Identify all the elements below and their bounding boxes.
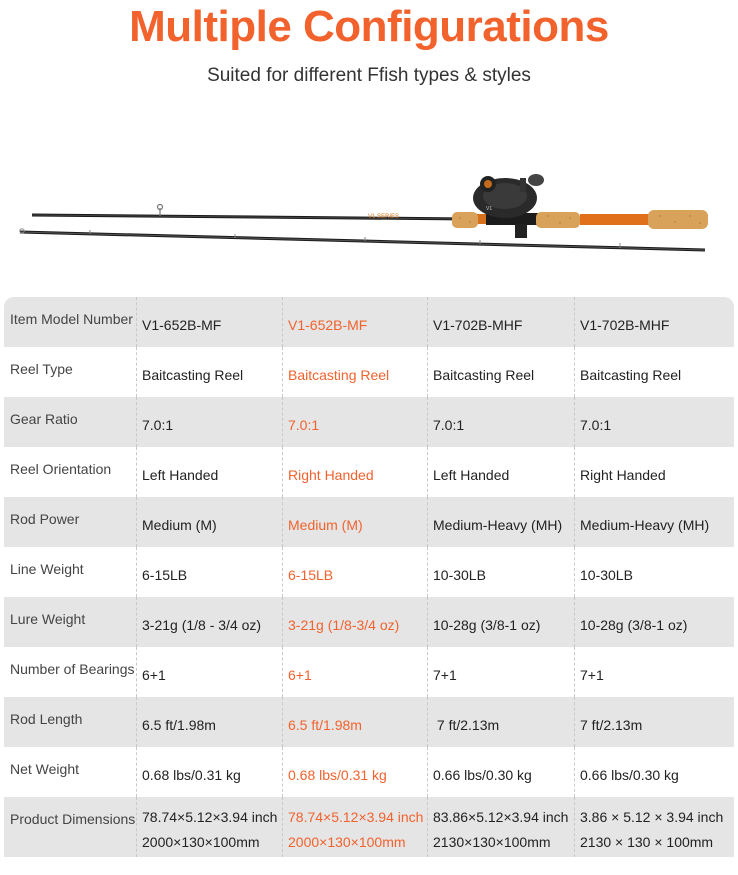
row-label: Reel Orientation: [10, 461, 112, 477]
table-cell: Medium-Heavy (MH): [427, 497, 574, 547]
dimension-mm: 2000×130×100mm: [142, 834, 260, 850]
page-subtitle: Suited for different Ffish types & styles: [207, 65, 531, 86]
table-row: [4, 547, 734, 597]
table-row: [4, 597, 734, 647]
table-row: [4, 297, 734, 347]
row-label: Rod Power: [10, 511, 80, 527]
svg-text:V1: V1: [486, 206, 493, 212]
dimension-mm: 2000×130×100mm: [288, 834, 406, 850]
table-cell: [282, 797, 427, 857]
table-row: [4, 497, 734, 547]
table-cell: Medium (M): [282, 497, 427, 547]
table-cell: 0.66 lbs/0.30 kg: [574, 747, 734, 797]
table-row: [4, 797, 734, 857]
table-cell: 7.0:1: [574, 397, 734, 447]
table-cell: 0.68 lbs/0.31 kg: [282, 747, 427, 797]
table-cell: 7 ft/2.13m: [427, 697, 574, 747]
table-cell: 7.0:1: [282, 397, 427, 447]
row-label: Product Dimensions: [10, 811, 136, 827]
table-cell: Left Handed: [136, 447, 282, 497]
table-cell: 7+1: [427, 647, 574, 697]
row-label: Net Weight: [10, 761, 79, 777]
table-cell: V1-702B-MHF: [574, 297, 734, 347]
dimension-inch: 78.74×5.12×3.94 inch: [288, 809, 424, 825]
table-cell: Baitcasting Reel: [427, 347, 574, 397]
row-label: Rod Length: [10, 711, 83, 727]
dimension-mm: 2130 × 130 × 100mm: [580, 834, 714, 850]
table-cell: 6-15LB: [282, 547, 427, 597]
table-cell: 3-21g (1/8-3/4 oz): [282, 597, 427, 647]
row-label: Item Model Number: [10, 311, 133, 327]
table-cell: 6-15LB: [136, 547, 282, 597]
table-cell: 3-21g (1/8 - 3/4 oz): [136, 597, 282, 647]
table-cell: V1-652B-MF: [136, 297, 282, 347]
table-row: [4, 397, 734, 447]
table-cell: Medium-Heavy (MH): [574, 497, 734, 547]
table-cell: Right Handed: [574, 447, 734, 497]
table-cell: 10-28g (3/8-1 oz): [574, 597, 734, 647]
row-label: Number of Bearings: [10, 661, 135, 677]
table-cell: 6+1: [282, 647, 427, 697]
table-cell: 6+1: [136, 647, 282, 697]
table-cell: 10-30LB: [574, 547, 734, 597]
spec-table: [4, 297, 734, 857]
table-cell: Left Handed: [427, 447, 574, 497]
svg-text:V1 SERIES: V1 SERIES: [368, 214, 400, 220]
row-label: Line Weight: [10, 561, 84, 577]
table-cell: [574, 797, 734, 857]
table-cell: V1-652B-MF: [282, 297, 427, 347]
table-cell: 0.66 lbs/0.30 kg: [427, 747, 574, 797]
table-cell: 7+1: [574, 647, 734, 697]
dimension-inch: 3.86 × 5.12 × 3.94 inch: [580, 809, 724, 825]
table-cell: 6.5 ft/1.98m: [136, 697, 282, 747]
dimension-inch: 83.86×5.12×3.94 inch: [433, 809, 569, 825]
table-cell: [427, 797, 574, 857]
row-label: Gear Ratio: [10, 411, 78, 427]
table-cell: 7.0:1: [136, 397, 282, 447]
table-cell: 6.5 ft/1.98m: [282, 697, 427, 747]
table-cell: Medium (M): [136, 497, 282, 547]
table-cell: Right Handed: [282, 447, 427, 497]
table-row: [4, 647, 734, 697]
table-cell: [136, 797, 282, 857]
product-image: [0, 150, 738, 280]
table-cell: V1-702B-MHF: [427, 297, 574, 347]
table-cell: Baitcasting Reel: [574, 347, 734, 397]
row-label: Reel Type: [10, 361, 73, 377]
row-label: Lure Weight: [10, 611, 86, 627]
table-cell: 10-30LB: [427, 547, 574, 597]
table-cell: 0.68 lbs/0.31 kg: [136, 747, 282, 797]
table-row: [4, 447, 734, 497]
table-row: [4, 747, 734, 797]
table-cell: 7.0:1: [427, 397, 574, 447]
table-row: [4, 347, 734, 397]
dimension-inch: 78.74×5.12×3.94 inch: [142, 809, 278, 825]
table-cell: Baitcasting Reel: [136, 347, 282, 397]
table-cell: 7 ft/2.13m: [574, 697, 734, 747]
table-cell: Baitcasting Reel: [282, 347, 427, 397]
table-row: [4, 697, 734, 747]
page-title: Multiple Configurations: [129, 2, 609, 51]
fishing-rod-and-baitcasting-reel-image: [0, 150, 738, 280]
dimension-mm: 2130×130×100mm: [433, 834, 551, 850]
table-cell: 10-28g (3/8-1 oz): [427, 597, 574, 647]
